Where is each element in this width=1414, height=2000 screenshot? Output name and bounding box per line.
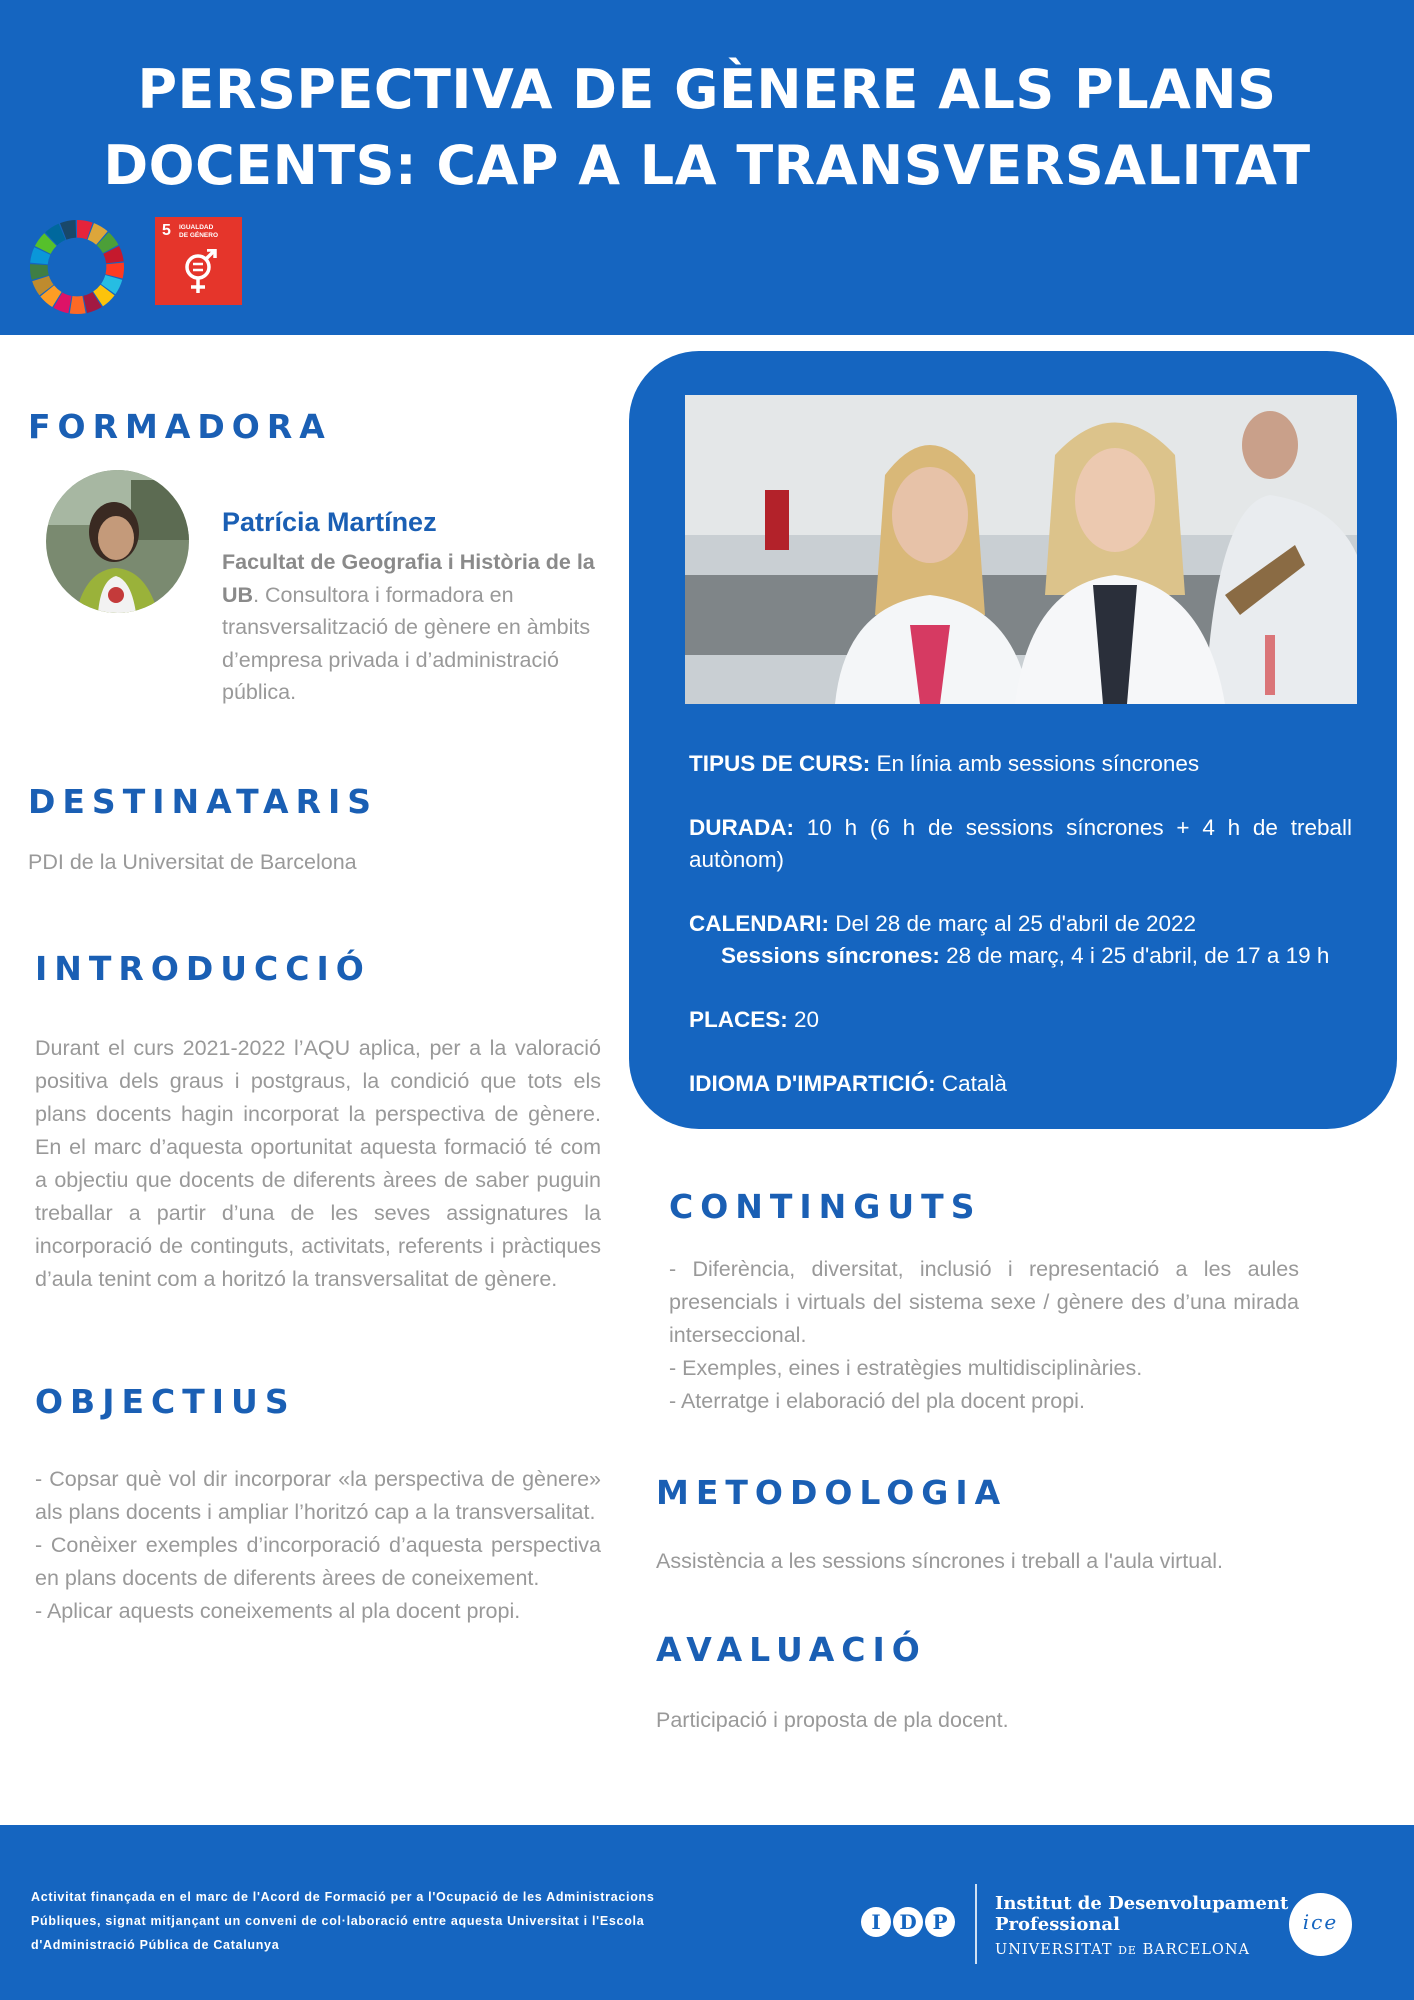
info-places: PLACES: 20 [689,1007,820,1032]
title-line-2: DOCENTS: CAP A LA TRANSVERSALITAT [103,134,1311,197]
introduccio-heading: INTRODUCCIÓ [35,949,371,988]
objectius-item: - Aplicar aquests coneixements al pla docent propi. [35,1599,521,1623]
metodologia-heading: METODOLOGIA [656,1473,1008,1512]
trainer-bio: . Consultora i formadora en transversalització de gènere en àmbits d’empresa privada i d’administració pública. [222,582,591,704]
objectius-list [35,1463,601,1628]
idp-logo-letter: P [925,1907,955,1937]
avaluacio-text: Participació i proposta de pla docent. [656,1708,1009,1732]
destinataris-text: PDI de la Universitat de Barcelona [28,850,357,874]
institute-name-line-2: Professional [995,1914,1120,1935]
info-idioma: IDIOMA D'IMPARTICIÓ: Català [689,1071,1007,1096]
info-tipus: TIPUS DE CURS: En línia amb sessions síncrones [689,751,1200,776]
sdg-badge-text: IGUALDAD DE GÉNERO [179,224,219,239]
university-name: UNIVERSITAT DE BARCELONA [995,1942,1250,1958]
sdg-wheel-logo [28,218,126,316]
objectius-item: - Copsar què vol dir incorporar «la perspectiva de gènere» als plans docents i ampliar l’horitzó cap a la transversalitat. [35,1467,601,1524]
gender-equality-icon [182,249,218,295]
sdg-5-badge [155,217,242,305]
poster-title [60,52,1354,204]
info-durada: DURADA: 10 h (6 h de sessions síncrones + 4 h de treball autònom) [689,815,1352,872]
continguts-item: - Diferència, diversitat, inclusió i representació a les aules presencials i virtuals del sistema sexe / gènere des d’una mirada interseccional. [669,1257,1299,1347]
institute-name-line-1: Institut de Desenvolupament [995,1893,1289,1914]
sdg-badge-number: 5 [162,222,171,239]
info-calendari: CALENDARI: Del 28 de març al 25 d'abril de 2022 [689,911,1197,936]
funding-statement: Activitat finançada en el marc de l'Acord de Formació per a l'Ocupació de les Administracions Públiques, signat mitjançant un conveni de col·laboració entre aquesta Universitat i l'Escola d'Administració Pública de Catalunya [31,1890,655,1952]
introduccio-text: Durant el curs 2021-2022 l’AQU aplica, per a la valoració positiva dels graus i postgraus, la condició que tots els plans docents hagin incorporat la perspectiva de gènere. En el marc d’aquesta oportunitat aquesta formació té com a objectiu que docents de diferents àrees de saber puguin treballar a partir d’una de les seves assignatures la incorporació de continguts, activitats, referents i pràctiques d’aula tenint com a horitzó la transversalitat de gènere. [35,1036,601,1291]
objectius-item: - Conèixer exemples d’incorporació d’aquesta perspectiva en plans docents de diferents àrees de coneixement. [35,1533,601,1590]
trainer-description [222,546,622,709]
trainer-avatar [46,470,189,613]
ice-logo: ice [1289,1893,1352,1956]
trainer-affiliation: Facultat de Geografia i Història de la UB [222,550,595,607]
idp-logo-letter: I [861,1907,891,1937]
avaluacio-heading: AVALUACIÓ [656,1630,927,1669]
objectius-heading: OBJECTIUS [35,1382,296,1421]
title-line-1: PERSPECTIVA DE GÈNERE ALS PLANS [137,58,1277,121]
sdg-wheel-segment [70,296,86,314]
info-sessions: Sessions síncrones: 28 de març, 4 i 25 d'abril, de 17 a 19 h [721,943,1330,968]
course-photo [685,395,1357,704]
idp-logo-letter: D [893,1907,923,1937]
trainer-name: Patrícia Martínez [222,507,437,537]
continguts-list [669,1253,1299,1418]
continguts-item: - Exemples, eines i estratègies multidisciplinàries. [669,1356,1143,1380]
formadora-heading: FORMADORA [28,407,332,446]
header-banner [0,0,1414,335]
destinataris-heading: DESTINATARIS [28,782,379,821]
institute-logo-text [995,1893,1288,1958]
continguts-heading: CONTINGUTS [669,1187,982,1226]
footer-divider [975,1884,977,1964]
metodologia-text: Assistència a les sessions síncrones i treball a l'aula virtual. [656,1549,1223,1573]
continguts-item: - Aterratge i elaboració del pla docent propi. [669,1389,1085,1413]
